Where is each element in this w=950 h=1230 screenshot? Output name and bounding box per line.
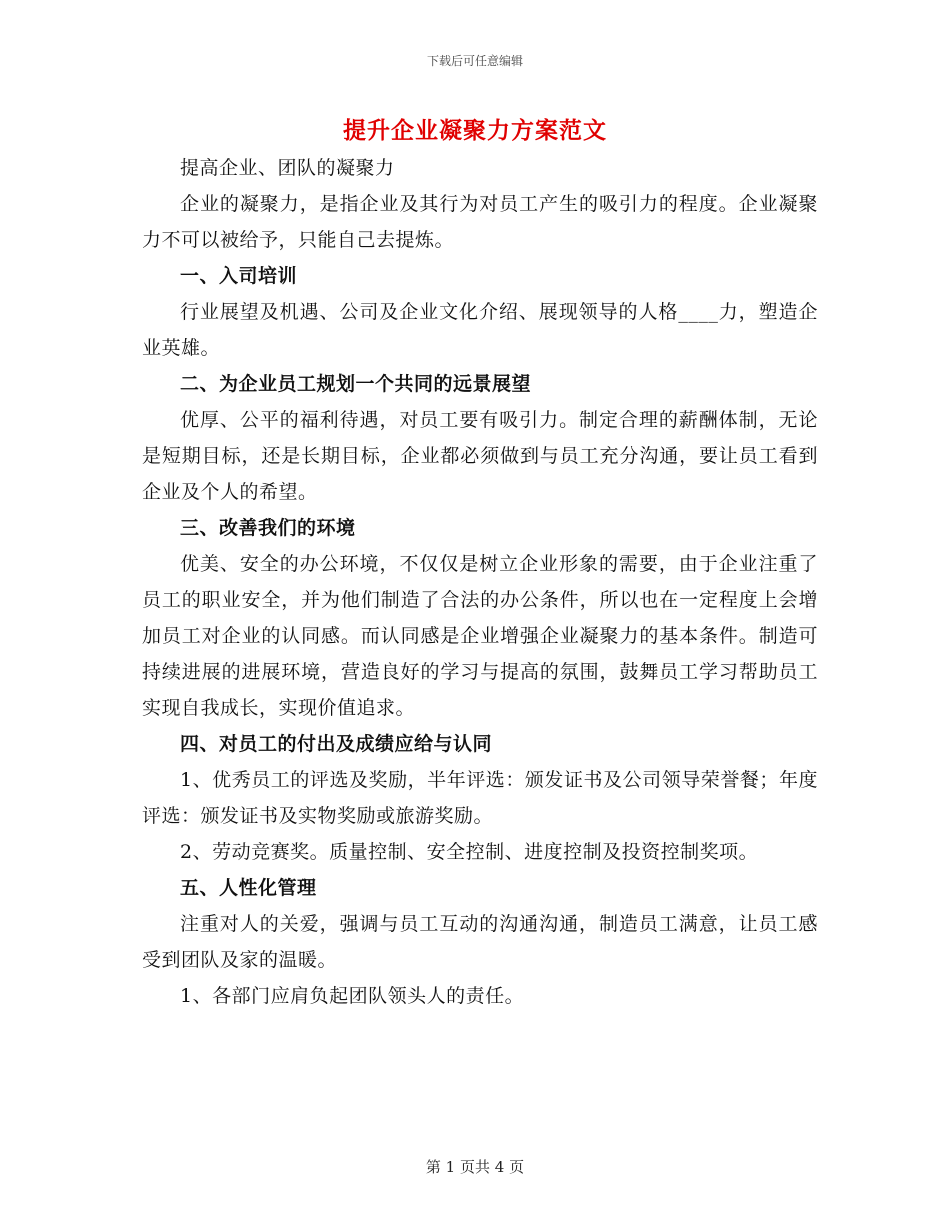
section-4-item-1: 1、优秀员工的评选及奖励，半年评选：颁发证书及公司领导荣誉餐；年度评选：颁发证书及实物奖励或旅游奖励。 — [142, 769, 818, 827]
section-1-paragraph: 行业展望及机遇、公司及企业文化介绍、展现领导的人格____力，塑造企业英雄。 — [142, 301, 818, 359]
section-heading-5: 五、人性化管理 — [180, 877, 317, 899]
document-body — [142, 150, 818, 1014]
section-heading-3: 三、改善我们的环境 — [180, 517, 356, 539]
section-2-paragraph: 优厚、公平的福利待遇，对员工要有吸引力。制定合理的薪酬体制，无论是短期目标，还是长期目标，企业都必须做到与员工充分沟通，要让员工看到企业及个人的希望。 — [142, 409, 818, 503]
section-4-item-2: 2、劳动竞赛奖。质量控制、安全控制、进度控制及投资控制奖项。 — [180, 841, 759, 863]
page-footer: 第 1 页共 4 页 — [425, 1158, 525, 1176]
section-5-item-1: 1、各部门应肩负起团队领头人的责任。 — [180, 985, 525, 1007]
section-3-paragraph: 优美、安全的办公环境，不仅仅是树立企业形象的需要，由于企业注重了员工的职业安全，并为他们制造了合法的办公条件，所以也在一定程度上会增加员工对企业的认同感。而认同感是企业增强企业凝聚力的基本条件。制造可持续进展的进展环境，营造良好的学习与提高的氛围，鼓舞员工学习帮助员工实现自我成长，实现价值追求。 — [142, 553, 818, 719]
section-heading-4: 四、对员工的付出及成绩应给与认同 — [180, 733, 493, 755]
section-heading-1: 一、入司培训 — [180, 265, 298, 287]
document-title: 提升企业凝聚力方案范文 — [343, 117, 607, 144]
intro-paragraph: 企业的凝聚力，是指企业及其行为对员工产生的吸引力的程度。企业凝聚力不可以被给予，只能自己去提炼。 — [142, 193, 818, 251]
section-5-paragraph: 注重对人的关爱，强调与员工互动的沟通沟通，制造员工满意，让员工感受到团队及家的温暖。 — [142, 913, 818, 971]
section-heading-2: 二、为企业员工规划一个共同的远景展望 — [180, 373, 532, 395]
header-note: 下载后可任意编辑 — [426, 54, 523, 68]
subtitle-paragraph: 提高企业、团队的凝聚力 — [180, 157, 395, 179]
